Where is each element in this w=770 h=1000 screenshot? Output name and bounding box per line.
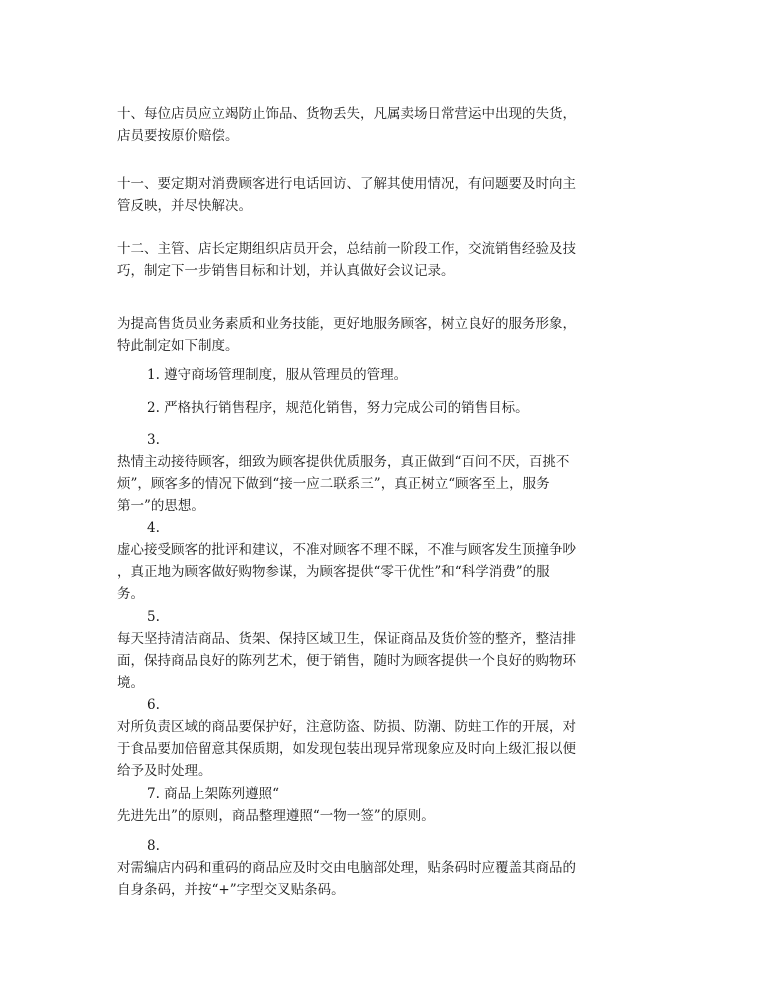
item-4-paragraph — [117, 539, 647, 605]
rule-10-line-2: 店员要按原价赔偿。 — [117, 128, 239, 144]
item-7-line-1: 先进先出”的原则，商品整理遵照“一物一签”的原则。 — [117, 808, 435, 824]
item-4-number: 4. — [147, 520, 160, 536]
rule-10-paragraph — [117, 103, 647, 147]
item-4-line-3: 务。 — [117, 586, 144, 602]
item-5-number: 5. — [147, 609, 160, 625]
item-6-number: 6. — [147, 697, 160, 713]
item-8-number: 8. — [147, 838, 160, 854]
item-3-number: 3. — [147, 432, 160, 448]
rule-10-line-1: 十、每位店员应立竭防止饰品、货物丢失，凡属卖场日常营运中出现的失货， — [117, 106, 576, 122]
intro-line-1: 为提高售货员业务素质和业务技能，更好地服务顾客，树立良好的服务形象， — [117, 316, 576, 332]
item-6-paragraph — [117, 716, 647, 782]
item-6-line-1: 对所负责区域的商品要保护好，注意防盗、防损、防潮、防蛀工作的开展，对 — [117, 719, 576, 735]
rule-11-paragraph — [117, 173, 647, 217]
item-3-line-2: 烦”，顾客多的情况下做到“接一应二联系三”，真正树立“顾客至上，服务 — [117, 476, 550, 492]
item-6-line-2: 于食品要加倍留意其保质期，如发现包装出现异常现象应及时向上级汇报以便 — [117, 741, 576, 757]
item-4-line-2: ，真正地为顾客做好购物参谋，为顾客提供“零干优性”和“科学消费”的服 — [117, 564, 550, 580]
item-5-line-1: 每天坚持清洁商品、货架、保持区域卫生，保证商品及货价签的整齐，整洁排 — [117, 631, 576, 647]
item-8-paragraph — [117, 857, 647, 901]
item-8-line-1: 对需编店内码和重码的商品应及时交由电脑部处理，贴条码时应覆盖其商品的 — [117, 860, 576, 876]
item-7-heading: 7. 商品上架陈列遵照“ — [147, 786, 280, 802]
item-5-line-2: 面，保持商品良好的陈列艺术，便于销售，随时为顾客提供一个良好的购物环 — [117, 653, 576, 669]
item-5-line-3: 境。 — [117, 675, 144, 691]
item-7-paragraph — [117, 805, 647, 827]
item-1: 1. 遵守商场管理制度，服从管理员的管理。 — [147, 367, 408, 383]
item-3-line-3: 第一”的思想。 — [117, 498, 205, 514]
rule-11-line-1: 十一、要定期对消费顾客进行电话回访、了解其使用情况，有问题要及时向主 — [117, 176, 576, 192]
rule-12-line-1: 十二、主管、店长定期组织店员开会，总结前一阶段工作，交流销售经验及技 — [117, 241, 576, 257]
item-6-line-3: 给予及时处理。 — [117, 763, 212, 779]
item-8-line-2: 自身条码，并按“+”字型交叉贴条码。 — [117, 882, 345, 898]
rule-11-line-2: 管反映，并尽快解决。 — [117, 198, 252, 214]
item-5-paragraph — [117, 628, 647, 694]
item-3-line-1: 热情主动接待顾客，细致为顾客提供优质服务，真正做到“百问不厌，百挑不 — [117, 454, 570, 470]
item-4-line-1: 虚心接受顾客的批评和建议，不准对顾客不理不睬，不准与顾客发生顶撞争吵 — [117, 542, 576, 558]
intro-paragraph — [117, 313, 647, 357]
intro-line-2: 特此制定如下制度。 — [117, 338, 239, 354]
item-2: 2. 严格执行销售程序，规范化销售，努力完成公司的销售目标。 — [147, 400, 529, 416]
item-3-paragraph — [117, 451, 647, 517]
rule-12-paragraph — [117, 238, 647, 282]
rule-12-line-2: 巧，制定下一步销售目标和计划，并认真做好会议记录。 — [117, 263, 455, 279]
